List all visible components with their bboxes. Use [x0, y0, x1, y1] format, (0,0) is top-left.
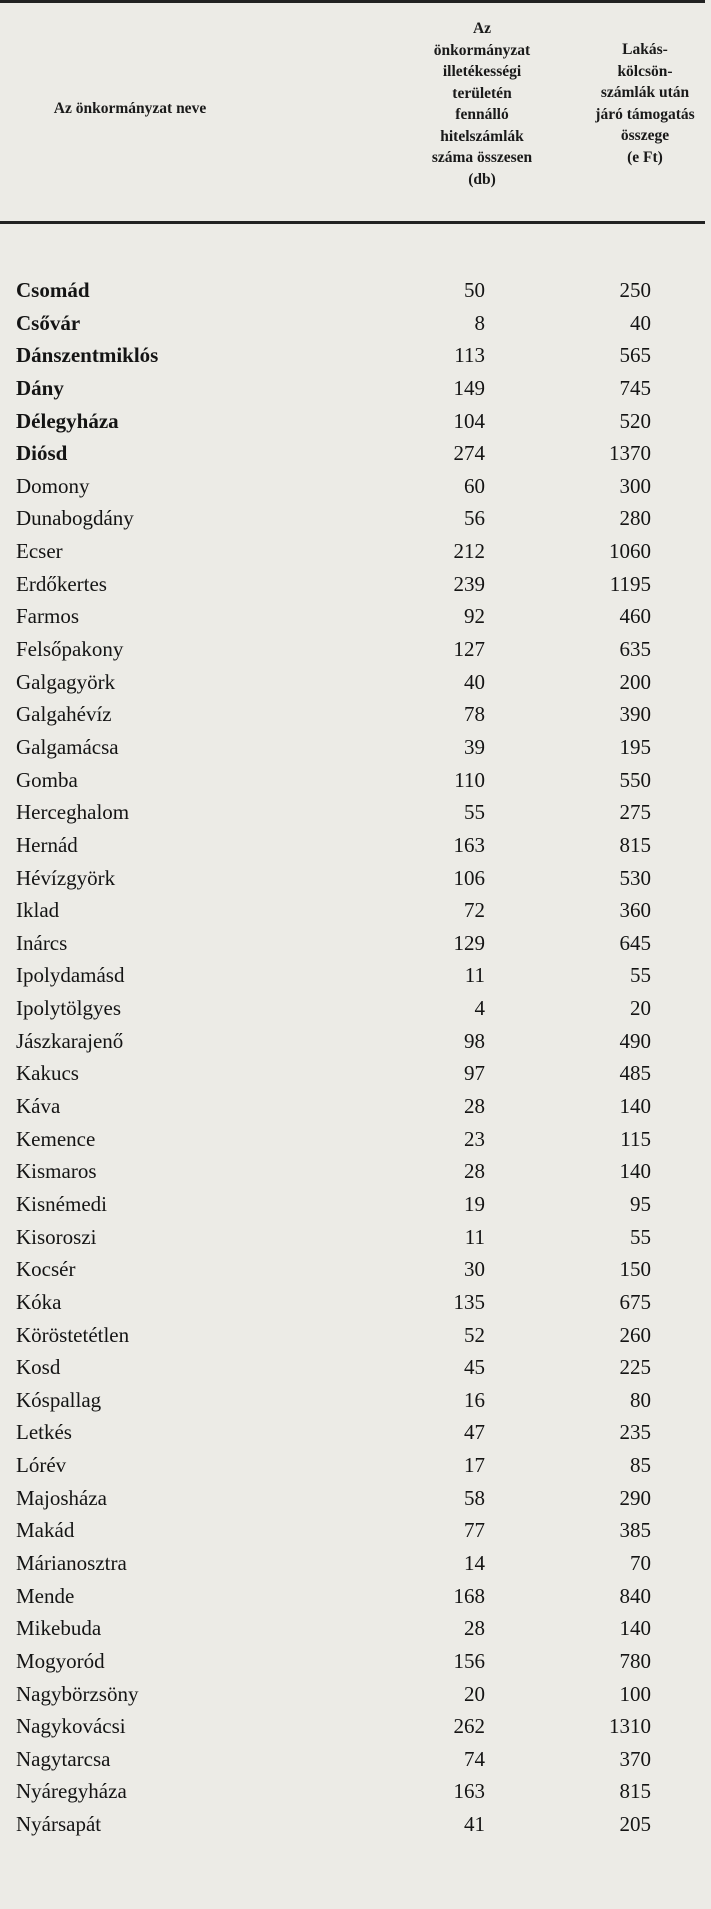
account-count: 28 — [464, 1616, 485, 1641]
table-row — [0, 1221, 711, 1254]
account-count: 50 — [464, 278, 485, 302]
header-line: összege — [620, 127, 670, 144]
municipality-name: Ipolydamásd — [16, 963, 125, 988]
header-line: járó támogatás — [595, 105, 695, 123]
account-count: 129 — [453, 930, 485, 955]
support-amount: 300 — [619, 473, 651, 498]
table-row — [0, 1057, 711, 1090]
account-count: 52 — [464, 1322, 485, 1347]
support-amount: 55 — [630, 1224, 651, 1249]
municipality-name: Diósd — [16, 441, 68, 466]
municipality-name: Dánszentmiklós — [16, 343, 159, 368]
support-amount: 150 — [619, 1257, 651, 1282]
support-amount: 565 — [619, 343, 651, 368]
municipality-name: Lórév — [16, 1453, 67, 1478]
municipality-name: Nyársapát — [16, 1812, 102, 1837]
support-amount: 140 — [619, 1159, 651, 1184]
municipality-name: Kakucs — [16, 1061, 79, 1086]
support-amount: 55 — [630, 963, 651, 988]
municipality-name: Kóka — [16, 1289, 62, 1314]
table-row — [0, 1678, 711, 1711]
support-amount: 520 — [619, 408, 651, 433]
account-count: 4 — [474, 996, 485, 1021]
header-line: Az — [472, 20, 492, 37]
municipality-name: Kóspallag — [16, 1387, 102, 1412]
account-count: 72 — [464, 898, 485, 923]
table-row — [0, 1645, 711, 1678]
table-row — [0, 959, 711, 992]
support-amount: 205 — [619, 1812, 651, 1837]
account-count: 156 — [453, 1648, 485, 1673]
account-count: 17 — [464, 1453, 485, 1478]
support-amount: 780 — [619, 1648, 651, 1673]
table-row — [0, 1319, 711, 1352]
table-row — [0, 1416, 711, 1449]
municipality-name: Domony — [16, 473, 90, 498]
header-support-amount — [575, 39, 711, 168]
table-row — [0, 1449, 711, 1482]
support-amount: 360 — [619, 898, 651, 923]
table-row — [0, 1612, 711, 1645]
account-count: 28 — [464, 1159, 485, 1184]
municipality-name: Herceghalom — [16, 800, 130, 825]
municipality-name: Kismaros — [16, 1159, 97, 1184]
support-amount: 235 — [619, 1420, 651, 1445]
municipality-name: Délegyháza — [16, 408, 119, 433]
account-count: 127 — [453, 637, 485, 662]
table-row — [0, 698, 711, 731]
account-count: 77 — [464, 1518, 485, 1543]
municipality-name: Kisnémedi — [16, 1191, 107, 1216]
table-row — [0, 568, 711, 601]
municipality-name: Nagytarcsa — [16, 1746, 111, 1771]
table-row — [0, 339, 711, 372]
account-count: 60 — [464, 473, 485, 498]
header-line: területén — [452, 84, 512, 102]
table-row — [0, 1123, 711, 1156]
header-rule — [0, 221, 705, 224]
account-count: 8 — [474, 310, 485, 335]
account-count: 92 — [464, 604, 485, 629]
table-row — [0, 1482, 711, 1515]
table-row — [0, 600, 711, 633]
support-amount: 40 — [630, 310, 651, 335]
header-line: számlák után — [600, 84, 690, 101]
support-amount: 490 — [619, 1028, 651, 1053]
table-row — [0, 274, 711, 307]
municipality-name: Kisoroszi — [16, 1224, 97, 1249]
municipality-name: Nagybörzsöny — [16, 1681, 139, 1706]
table-row — [0, 894, 711, 927]
municipality-name: Dány — [16, 375, 64, 400]
table-row — [0, 764, 711, 797]
support-amount: 195 — [619, 734, 651, 759]
header-line: illetékességi — [442, 63, 522, 80]
header-account-count — [387, 18, 577, 190]
support-amount: 485 — [619, 1061, 651, 1086]
account-count: 41 — [464, 1812, 485, 1837]
table-row — [0, 1547, 711, 1580]
account-count: 39 — [464, 734, 485, 759]
table-row — [0, 307, 711, 340]
support-amount: 290 — [619, 1485, 651, 1510]
municipality-name: Makád — [16, 1518, 75, 1543]
support-amount: 1195 — [609, 571, 651, 596]
support-amount: 100 — [619, 1681, 651, 1706]
table-row — [0, 535, 711, 568]
municipality-name: Kosd — [16, 1355, 61, 1380]
municipality-name: Erdőkertes — [16, 571, 107, 596]
municipality-name: Nyáregyháza — [16, 1779, 127, 1804]
municipality-name: Dunabogdány — [16, 506, 134, 531]
municipality-name: Galgahévíz — [16, 702, 112, 727]
account-count: 40 — [464, 669, 485, 694]
support-amount: 550 — [619, 767, 651, 792]
table-row — [0, 1384, 711, 1417]
municipality-name: Márianosztra — [16, 1550, 127, 1575]
table-row — [0, 470, 711, 503]
support-amount: 20 — [630, 996, 651, 1021]
account-count: 135 — [453, 1289, 485, 1314]
support-amount: 815 — [619, 1779, 651, 1804]
account-count: 274 — [453, 441, 485, 466]
support-amount: 815 — [619, 832, 651, 857]
table-row — [0, 992, 711, 1025]
account-count: 239 — [453, 571, 485, 596]
table-row — [0, 666, 711, 699]
table-row — [0, 1351, 711, 1384]
header-line: önkormányzat — [433, 41, 531, 59]
support-amount: 675 — [619, 1289, 651, 1314]
table-row — [0, 1155, 711, 1188]
support-amount: 460 — [619, 604, 651, 629]
support-amount: 95 — [630, 1191, 651, 1216]
account-count: 168 — [453, 1583, 485, 1608]
table-row — [0, 1090, 711, 1123]
municipality-name: Mende — [16, 1583, 75, 1608]
municipality-name: Inárcs — [16, 930, 68, 955]
account-count: 45 — [464, 1355, 485, 1380]
account-count: 113 — [454, 343, 485, 368]
account-count: 149 — [453, 375, 485, 400]
header-line: (e Ft) — [627, 148, 663, 166]
table-row — [0, 1743, 711, 1776]
table-row — [0, 502, 711, 535]
support-amount: 1060 — [609, 539, 651, 564]
header-line: hitelszámlák — [440, 127, 524, 145]
municipality-name: Galgagyörk — [16, 669, 116, 694]
support-amount: 390 — [619, 702, 651, 727]
municipality-name: Jászkarajenő — [16, 1028, 124, 1053]
header-line: kölcsön- — [617, 62, 673, 80]
municipality-name: Felsőpakony — [16, 637, 124, 662]
municipality-name: Mogyoród — [16, 1648, 105, 1673]
municipality-name: Letkés — [16, 1420, 72, 1445]
header-line: (db) — [468, 170, 496, 188]
support-amount: 225 — [619, 1355, 651, 1380]
support-amount: 275 — [619, 800, 651, 825]
municipality-name: Hévízgyörk — [16, 865, 116, 890]
support-amount: 115 — [620, 1126, 651, 1151]
support-amount: 80 — [630, 1387, 651, 1412]
municipality-name: Ecser — [16, 539, 63, 564]
account-count: 78 — [464, 702, 485, 727]
table-row — [0, 829, 711, 862]
support-amount: 260 — [619, 1322, 651, 1347]
account-count: 106 — [453, 865, 485, 890]
municipality-name: Kemence — [16, 1126, 96, 1151]
table-row — [0, 1286, 711, 1319]
account-count: 58 — [464, 1485, 485, 1510]
support-amount: 140 — [619, 1616, 651, 1641]
municipality-name: Galgamácsa — [16, 734, 119, 759]
account-count: 14 — [464, 1550, 485, 1575]
account-count: 98 — [464, 1028, 485, 1053]
account-count: 110 — [454, 767, 485, 792]
table-row — [0, 731, 711, 764]
support-amount: 645 — [619, 930, 651, 955]
municipality-name: Káva — [16, 1094, 61, 1119]
table-row — [0, 1188, 711, 1221]
support-amount: 385 — [619, 1518, 651, 1543]
table-row — [0, 1025, 711, 1058]
account-count: 55 — [464, 800, 485, 825]
account-count: 28 — [464, 1094, 485, 1119]
header-line: fennálló — [455, 106, 509, 123]
support-amount: 530 — [619, 865, 651, 890]
table-row — [0, 1775, 711, 1808]
table-row — [0, 927, 711, 960]
account-count: 212 — [453, 539, 485, 564]
account-count: 20 — [464, 1681, 485, 1706]
support-amount: 1310 — [609, 1714, 651, 1739]
support-amount: 280 — [619, 506, 651, 531]
support-amount: 200 — [619, 669, 651, 694]
account-count: 11 — [464, 1224, 485, 1249]
account-count: 262 — [453, 1714, 485, 1739]
table-row — [0, 1514, 711, 1547]
municipality-name: Ipolytölgyes — [16, 996, 121, 1021]
table-row — [0, 862, 711, 895]
account-count: 74 — [464, 1746, 485, 1771]
account-count: 56 — [464, 506, 485, 531]
table-row — [0, 1710, 711, 1743]
header-line: száma összesen — [431, 149, 533, 166]
support-amount: 370 — [619, 1746, 651, 1771]
account-count: 163 — [453, 832, 485, 857]
account-count: 163 — [453, 1779, 485, 1804]
municipality-name: Csomád — [16, 278, 90, 302]
table-body — [0, 274, 711, 1841]
table-row — [0, 372, 711, 405]
header-line: Lakás- — [622, 41, 668, 58]
municipality-name: Kocsér — [16, 1257, 76, 1282]
table-row — [0, 437, 711, 470]
support-amount: 1370 — [609, 441, 651, 466]
account-count: 11 — [464, 963, 485, 988]
table-row — [0, 1580, 711, 1613]
support-amount: 140 — [619, 1094, 651, 1119]
table-row — [0, 405, 711, 438]
municipality-name: Hernád — [16, 832, 78, 857]
municipality-name: Köröstetétlen — [16, 1322, 130, 1347]
support-amount: 250 — [619, 278, 651, 302]
table-row — [0, 633, 711, 666]
table-row — [0, 1253, 711, 1286]
municipality-name: Mikebuda — [16, 1616, 102, 1641]
table-row — [0, 1808, 711, 1841]
municipality-name: Majosháza — [16, 1485, 107, 1510]
account-count: 97 — [464, 1061, 485, 1086]
support-amount: 635 — [619, 637, 651, 662]
top-rule — [0, 0, 705, 3]
municipality-name: Gomba — [16, 767, 78, 792]
header-municipality-name: Az önkormányzat neve — [53, 100, 207, 117]
account-count: 47 — [464, 1420, 485, 1445]
account-count: 30 — [464, 1257, 485, 1282]
municipality-name: Nagykovácsi — [16, 1714, 126, 1739]
municipality-name: Farmos — [16, 604, 79, 629]
support-amount: 840 — [619, 1583, 651, 1608]
account-count: 104 — [453, 408, 485, 433]
support-amount: 85 — [630, 1453, 651, 1478]
account-count: 16 — [464, 1387, 485, 1412]
account-count: 23 — [464, 1126, 485, 1151]
account-count: 19 — [464, 1191, 485, 1216]
municipality-name: Csővár — [16, 310, 81, 335]
municipality-name: Iklad — [16, 898, 60, 923]
table-row — [0, 796, 711, 829]
support-amount: 70 — [630, 1550, 651, 1575]
support-amount: 745 — [619, 375, 651, 400]
